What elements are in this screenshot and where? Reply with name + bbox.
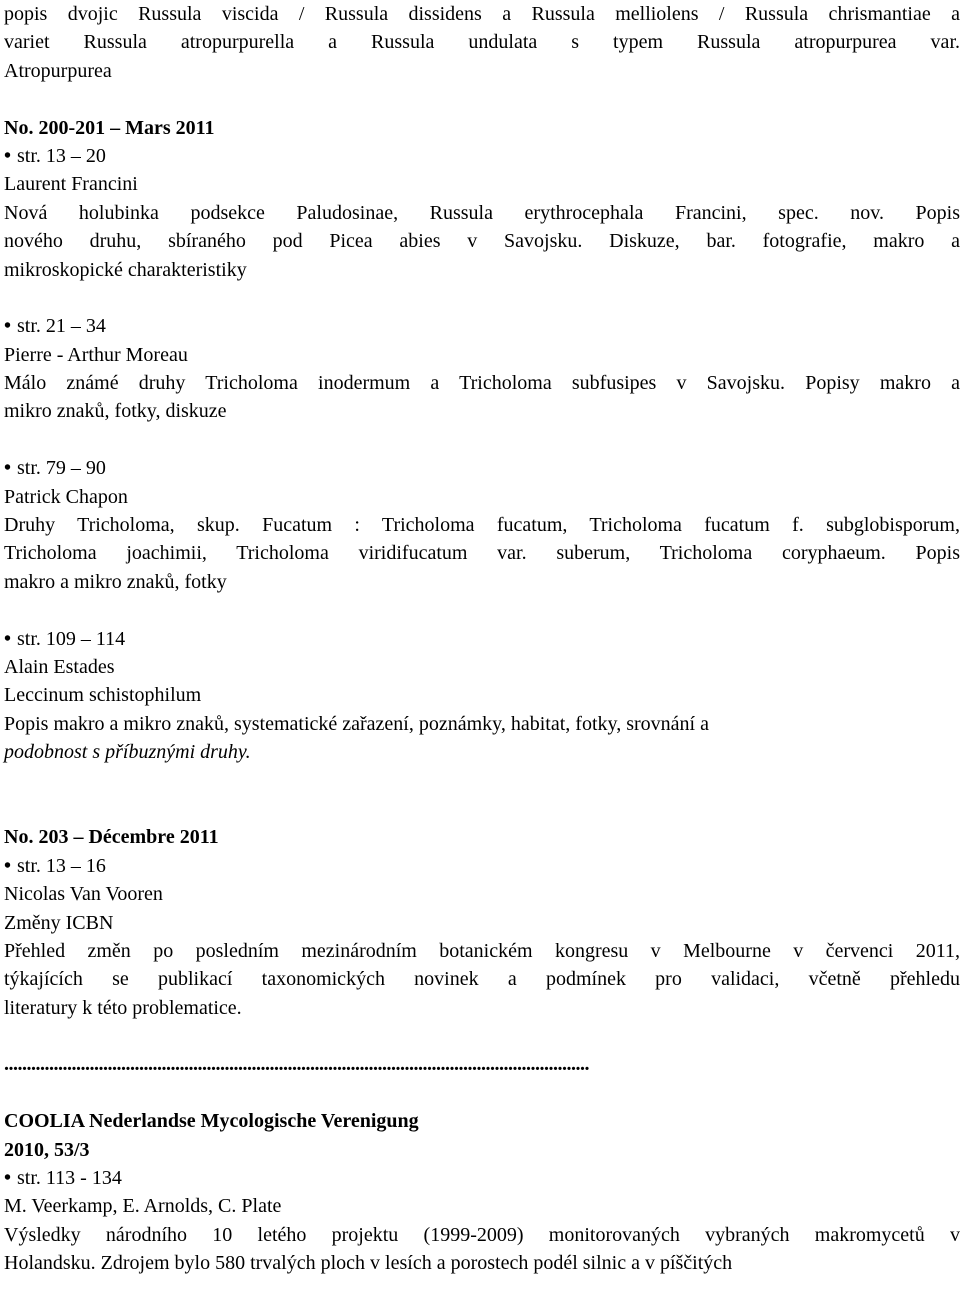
article-author: Patrick Chapon bbox=[4, 485, 128, 508]
article-desc-line: podobnost s příbuznými druhy. bbox=[4, 741, 251, 764]
article-author: Laurent Francini bbox=[4, 173, 138, 196]
article-desc-line: Nová holubinka podsekce Paludosinae, Russula erythrocephala Francini, spec. nov. Popis bbox=[4, 201, 960, 224]
article-desc-line: Popis makro a mikro znaků, systematické zařazení, poznámky, habitat, fotky, srovnání a bbox=[4, 712, 709, 735]
section-separator: .................................................................................................................................. bbox=[4, 1053, 589, 1076]
journal-name: COOLIA Nederlandse Mycologische Verenigung bbox=[4, 1110, 419, 1133]
article-desc-line: literatury k této problematice. bbox=[4, 996, 242, 1019]
issue-heading: No. 200-201 – Mars 2011 bbox=[4, 116, 215, 139]
article-entry bbox=[4, 625, 960, 767]
article-desc-line: týkajících se publikací taxonomických novinek a podmínek pro validaci, včetně přehledu bbox=[4, 968, 960, 991]
article-desc-line: makro a mikro znaků, fotky bbox=[4, 570, 227, 593]
intro-line: Atropurpurea bbox=[4, 59, 112, 82]
bullet-icon: • bbox=[4, 144, 12, 167]
article-desc-line: Druhy Tricholoma, skup. Fucatum : Tricholoma fucatum, Tricholoma fucatum f. subglobisporum, bbox=[4, 514, 960, 537]
article-desc-line: nového druhu, sbíraného pod Picea abies v Savojsku. Diskuze, bar. fotografie, makro a bbox=[4, 230, 960, 253]
article-desc-line: Přehled změn po posledním mezinárodním botanickém kongresu v Melbourne v červenci 2011, bbox=[4, 939, 960, 962]
article-pages: • str. 113 - 134 bbox=[4, 1167, 122, 1190]
article-pages: • str. 79 – 90 bbox=[4, 457, 106, 480]
article-title: Změny ICBN bbox=[4, 911, 114, 934]
article-desc-line: mikro znaků, fotky, diskuze bbox=[4, 400, 227, 423]
intro-line: variet Russula atropurpurella a Russula undulata s typem Russula atropurpurea var. bbox=[4, 31, 960, 54]
article-entry bbox=[4, 142, 960, 284]
article-author: Nicolas Van Vooren bbox=[4, 883, 163, 906]
article-desc-line: Holandsku. Zdrojem bylo 580 trvalých ploch v lesích a porostech podél silnic a v píščitých bbox=[4, 1252, 733, 1275]
bullet-icon: • bbox=[4, 1167, 12, 1190]
bullet-icon: • bbox=[4, 315, 12, 338]
bullet-icon: • bbox=[4, 627, 12, 650]
article-desc-line: Výsledky národního 10 letého projektu (1999-2009) monitorovaných vybraných makromycetů v bbox=[4, 1223, 960, 1246]
article-desc-line: Málo známé druhy Tricholoma inodermum a Tricholoma subfusipes v Savojsku. Popisy makro a bbox=[4, 372, 960, 395]
article-pages: • str. 21 – 34 bbox=[4, 315, 106, 338]
journal-issue: 2010, 53/3 bbox=[4, 1138, 90, 1161]
bullet-icon: • bbox=[4, 854, 12, 877]
article-title: Leccinum schistophilum bbox=[4, 684, 202, 707]
article-author: Pierre - Arthur Moreau bbox=[4, 343, 188, 366]
bullet-icon: • bbox=[4, 457, 12, 480]
article-author: Alain Estades bbox=[4, 655, 115, 678]
article-pages: • str. 13 – 20 bbox=[4, 144, 106, 167]
article-entry bbox=[4, 852, 960, 1022]
article-entry bbox=[4, 312, 960, 426]
article-pages: • str. 13 – 16 bbox=[4, 854, 106, 877]
article-desc-line: Tricholoma joachimii, Tricholoma viridifucatum var. suberum, Tricholoma coryphaeum. Popis bbox=[4, 542, 960, 565]
article-entry bbox=[4, 1164, 960, 1278]
article-pages: • str. 109 – 114 bbox=[4, 627, 126, 650]
issue-heading: No. 203 – Décembre 2011 bbox=[4, 826, 219, 849]
document-page bbox=[4, 0, 960, 1278]
article-desc-line: mikroskopické charakteristiky bbox=[4, 258, 247, 281]
intro-line: popis dvojic Russula viscida / Russula dissidens a Russula melliolens / Russula chrismantiae a bbox=[4, 3, 960, 25]
article-author: M. Veerkamp, E. Arnolds, C. Plate bbox=[4, 1195, 282, 1218]
article-entry bbox=[4, 454, 960, 596]
